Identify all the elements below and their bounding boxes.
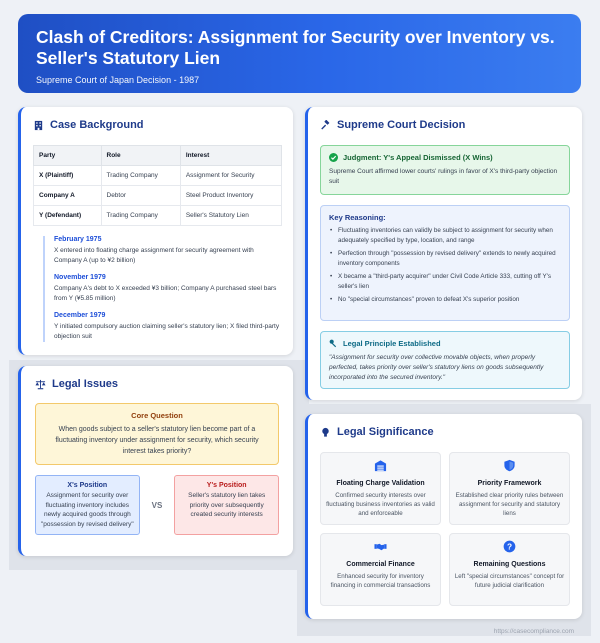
list-item: • Perfection through "possession by revised delivery" extends to newly acquired inventory components <box>329 249 561 268</box>
core-question-title: Core Question <box>131 411 183 420</box>
building-icon <box>33 120 44 131</box>
table-row <box>34 206 282 226</box>
interest-cell: Seller's Statutory Lien <box>180 206 281 226</box>
decision-card <box>305 107 582 400</box>
list-item: • Fluctuating inventories can validly be subject to assignment for security when adequately specified by type, location, and range <box>329 226 561 245</box>
x-position-text: Assignment for security over fluctuating inventory includes newly acquired goods through "possession by revised delivery" <box>40 492 134 528</box>
column-header: Party <box>34 146 102 166</box>
significance-tile <box>449 533 570 606</box>
y-position-text: Seller's statutory lien takes priority over subsequently created security interests <box>188 492 266 518</box>
legal-significance-title: Legal Significance <box>337 426 434 438</box>
warehouse-icon <box>374 459 387 472</box>
role-cell: Trading Company <box>101 166 180 186</box>
case-timeline <box>43 236 281 342</box>
table-row <box>34 186 282 206</box>
core-question-box <box>35 403 279 465</box>
tile-text: Left "special circumstances" concept for future judicial clarification <box>454 573 565 589</box>
case-background-heading <box>33 119 281 131</box>
legal-principle-title: Legal Principle Established <box>343 339 441 348</box>
legal-issues-heading <box>35 378 279 390</box>
significance-tile <box>320 452 441 525</box>
lightbulb-icon <box>320 427 331 438</box>
timeline-text: Y initiated compulsory auction claiming seller's statutory lien; X filed third-party objection suit <box>54 323 280 340</box>
handshake-icon <box>374 540 387 553</box>
significance-tile <box>449 452 570 525</box>
legal-principle-text: "Assignment for security over collective movable objects, when properly perfected, takes priority over seller's statutory liens on goods subsequently incorporated into the secured inventory." <box>329 354 544 381</box>
x-position-title: X's Position <box>67 482 108 489</box>
timeline-text: X entered into floating charge assignment for security agreement with Company A (up to ¥2 billion) <box>54 247 254 264</box>
shield-icon <box>503 459 516 472</box>
judgment-title: Judgment: Y's Appeal Dismissed (X Wins) <box>343 153 493 162</box>
page-header <box>18 14 581 93</box>
scale-icon <box>35 379 46 390</box>
x-position-box <box>35 475 140 535</box>
decision-title: Supreme Court Decision <box>337 119 466 131</box>
versus-label: VS <box>151 500 163 510</box>
tile-text: Established clear priority rules between assignment for security and statutory liens <box>455 492 564 517</box>
key-reasoning-box <box>320 205 570 321</box>
tile-title: Remaining Questions <box>473 561 546 568</box>
core-question-text: When goods subject to a seller's statutory lien become part of a fluctuating inventory under assignment for security, which security interest takes priority? <box>55 426 259 455</box>
case-background-card <box>18 107 293 355</box>
timeline-item <box>54 274 281 304</box>
legal-principle-box <box>320 331 570 389</box>
list-item: • No "special circumstances" proven to defeat X's superior position <box>329 295 561 305</box>
svg-text:?: ? <box>506 541 513 552</box>
footer-url[interactable]: https://casecompliance.com <box>493 628 574 635</box>
interest-cell: Assignment for Security <box>180 166 281 186</box>
tile-title: Priority Framework <box>477 480 542 487</box>
gavel-icon <box>320 120 331 131</box>
judgment-heading <box>329 153 561 162</box>
key-icon <box>329 339 338 348</box>
timeline-date: November 1979 <box>54 274 106 281</box>
legal-principle-heading <box>329 339 561 348</box>
reasoning-list <box>329 226 561 305</box>
tile-title: Floating Charge Validation <box>336 480 425 487</box>
positions-row <box>35 475 279 535</box>
judgment-box <box>320 145 570 195</box>
timeline-text: Company A's debt to X exceeded ¥3 billion; Company A purchased steel bars from Y (¥5.85 million) <box>54 285 277 302</box>
significance-tile <box>320 533 441 606</box>
legal-significance-card <box>305 414 582 619</box>
column-header: Role <box>101 146 180 166</box>
y-position-title: Y's Position <box>206 482 247 489</box>
question-icon <box>503 540 516 553</box>
legal-issues-card <box>18 366 293 556</box>
role-cell: Trading Company <box>101 206 180 226</box>
party-cell: X (Plaintiff) <box>34 166 102 186</box>
timeline-item <box>54 236 281 266</box>
timeline-date: December 1979 <box>54 312 106 319</box>
table-row <box>34 166 282 186</box>
decision-heading <box>320 119 570 131</box>
case-background-title: Case Background <box>50 119 144 131</box>
page-title: Clash of Creditors: Assignment for Security over Inventory vs. Seller's Statutory Lien <box>36 27 555 68</box>
legal-issues-title: Legal Issues <box>52 378 119 390</box>
page-subtitle: Supreme Court of Japan Decision - 1987 <box>36 75 200 85</box>
timeline-item <box>54 312 281 342</box>
legal-significance-heading <box>320 426 570 438</box>
role-cell: Debtor <box>101 186 180 206</box>
interest-cell: Steel Product Inventory <box>180 186 281 206</box>
timeline-date: February 1975 <box>54 236 102 243</box>
party-cell: Y (Defendant) <box>34 206 102 226</box>
significance-grid <box>320 452 570 606</box>
party-cell: Company A <box>34 186 102 206</box>
parties-table <box>33 145 282 226</box>
judgment-text: Supreme Court affirmed lower courts' rulings in favor of X's third-party objection suit <box>329 168 558 185</box>
tile-title: Commercial Finance <box>346 561 415 568</box>
column-header: Interest <box>180 146 281 166</box>
check-circle-icon <box>329 153 338 162</box>
list-item: • X became a "third-party acquirer" under Civil Code Article 333, cutting off Y's seller's lien <box>329 272 561 291</box>
y-position-box <box>174 475 279 535</box>
tile-text: Confirmed security interests over fluctuating business inventories as valid and enforceable <box>326 492 435 517</box>
tile-text: Enhanced security for inventory financing in commercial transactions <box>330 573 431 589</box>
key-reasoning-title: Key Reasoning: <box>329 213 386 222</box>
